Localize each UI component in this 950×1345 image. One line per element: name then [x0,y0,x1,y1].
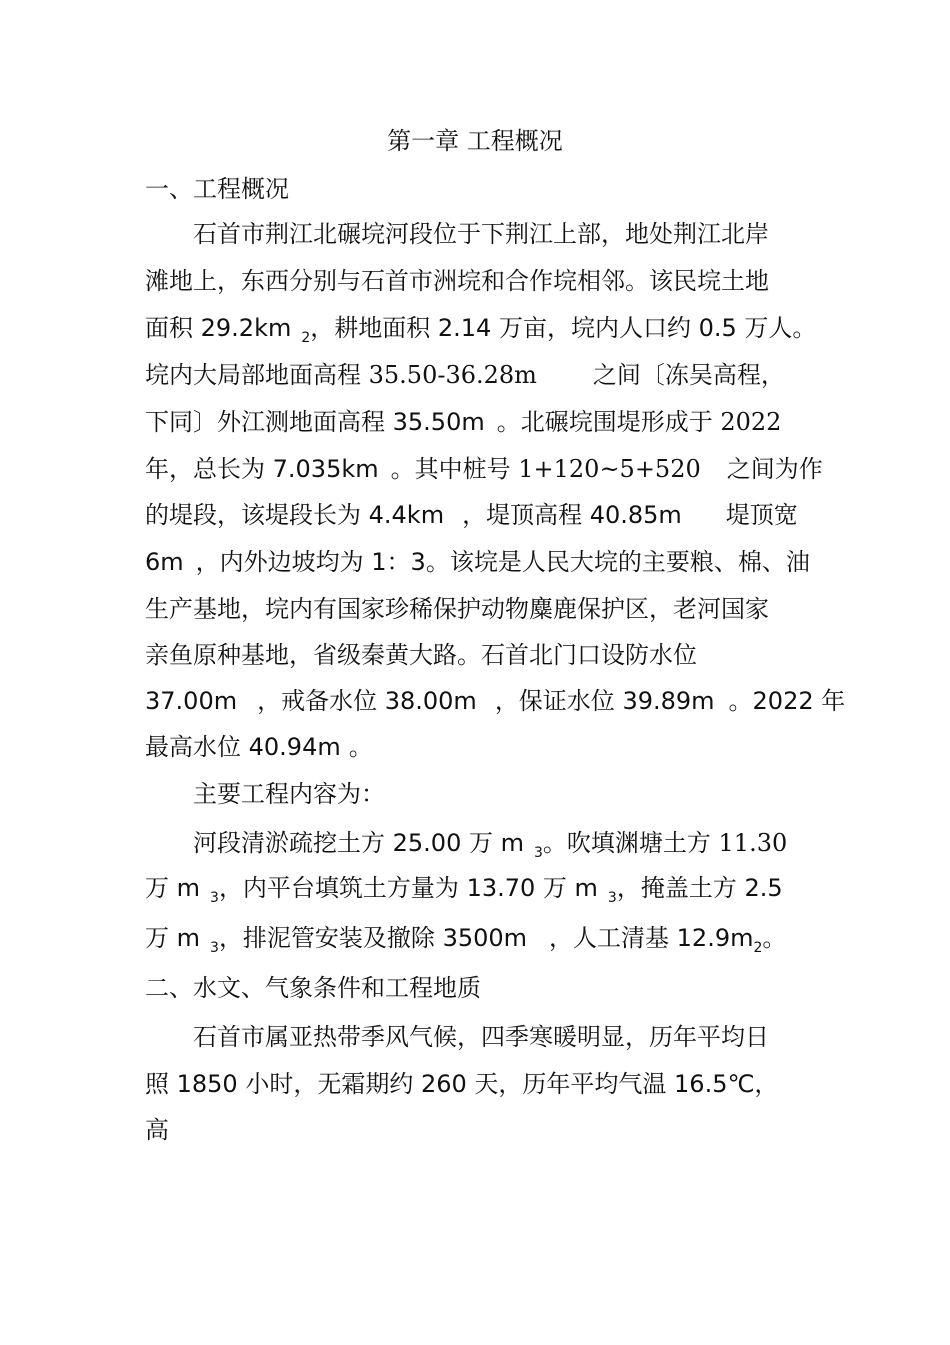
paragraph-line: 石首市荆江北碾垸河段位于下荆江上部，地处荆江北岸 [193,220,769,248]
paragraph-line [145,870,783,906]
text-run: ，保证水位 39.89m [494,687,715,715]
text-run: 下同〕外江测地面高程 35.50m [145,408,485,436]
text-run: 的堤段，该堤段长为 4.4km [145,501,445,529]
paragraph-line: 亲鱼原种基地，省级秦黄大路。石首北门口设防水位 [145,641,697,669]
text-run: 家 [745,595,769,623]
paragraph-line: 照 1850 小时，无霜期约 260 天，历年平均气温 16.5℃， [145,1070,779,1098]
chapter-title: 第一章 工程概况 [387,127,563,155]
text-run: 该垸是人民大垸的主要粮、棉、 [449,548,786,576]
text-run: 万 m [145,924,201,952]
text-run: 之间为作 [726,455,823,483]
text-run: 生产基地，垸内有国家珍稀保护动物麋鹿保护区，老河国 [145,595,745,623]
text-run: 垸内大局部地面高程 35.50-36.28m [145,361,537,389]
text-run: 。吹填渊塘土方 11.30 [542,829,788,857]
text-run: 。其中桩号 1+120~5+520 [390,455,701,483]
text-run: 万 m [145,874,201,902]
superscript: 3 [210,890,219,906]
text-run: ，内平台填筑土方量为 13.70 万 m [218,874,598,902]
superscript: 2 [753,940,763,956]
text-run: 年，总长为 7.035km [145,455,379,483]
text-run: ，排泥管安装及撤除 3500m [218,924,528,952]
text-run: 。北碾垸围堤形成于 2022 [496,408,782,436]
paragraph-line [145,544,810,580]
text-run: 6m [145,548,184,576]
text-run: ，堤顶高程 40.85m [462,501,682,529]
text-run: 。2022 年 [728,687,846,715]
paragraph-line [145,451,823,487]
text-run: 地 [745,267,769,295]
text-run: ，内外边坡均为 1：3。 [195,548,450,576]
text-run: ，耕地面积 2.14 万亩，垸内人口约 0.5 万人。 [310,314,817,342]
text-run: 油 [785,548,810,576]
paragraph-line [145,263,769,299]
text-run: ，掩盖土方 2.5 [616,874,783,902]
paragraph-line: 高 [145,1116,169,1144]
section-heading: 二、水文、气象条件和工程地质 [145,974,481,1002]
text-run: 滩地上，东西分别与石首市洲垸和合作垸相邻。该民垸土 [145,267,745,295]
section-heading: 一、工程概况 [145,175,289,203]
paragraph-line [193,825,787,861]
paragraph-line [145,683,845,719]
text-run: 。 [762,924,787,952]
text-run: 面积 29.2km [145,314,292,342]
paragraph-line [145,729,373,765]
paragraph-line [145,404,781,440]
paragraph-line [145,920,786,956]
superscript: 3 [607,890,617,906]
text-run: 河段清淤疏挖土方 25.00 万 m [193,829,524,857]
text-run: ，戒备水位 38.00m [257,687,477,715]
text-run: ，人工清基 12.9m [549,924,754,952]
paragraph-line [145,591,769,627]
text-run: 堤顶宽 [725,501,798,529]
superscript: 3 [533,845,543,861]
paragraph-line: 主要工程内容为： [193,780,385,808]
text-run: 。 [348,733,373,761]
paragraph-line: 石首市属亚热带季风气候，四季寒暖明显，历年平均日 [193,1023,769,1051]
text-run: 最高水位 40.94m [145,733,341,761]
paragraph-line [145,357,785,393]
paragraph-line [145,310,816,346]
paragraph-line [145,497,798,533]
text-run: 37.00m [145,687,238,715]
superscript: 3 [210,940,219,956]
text-run: 之间〔冻吴高程， [592,361,785,389]
superscript: 2 [301,330,311,346]
